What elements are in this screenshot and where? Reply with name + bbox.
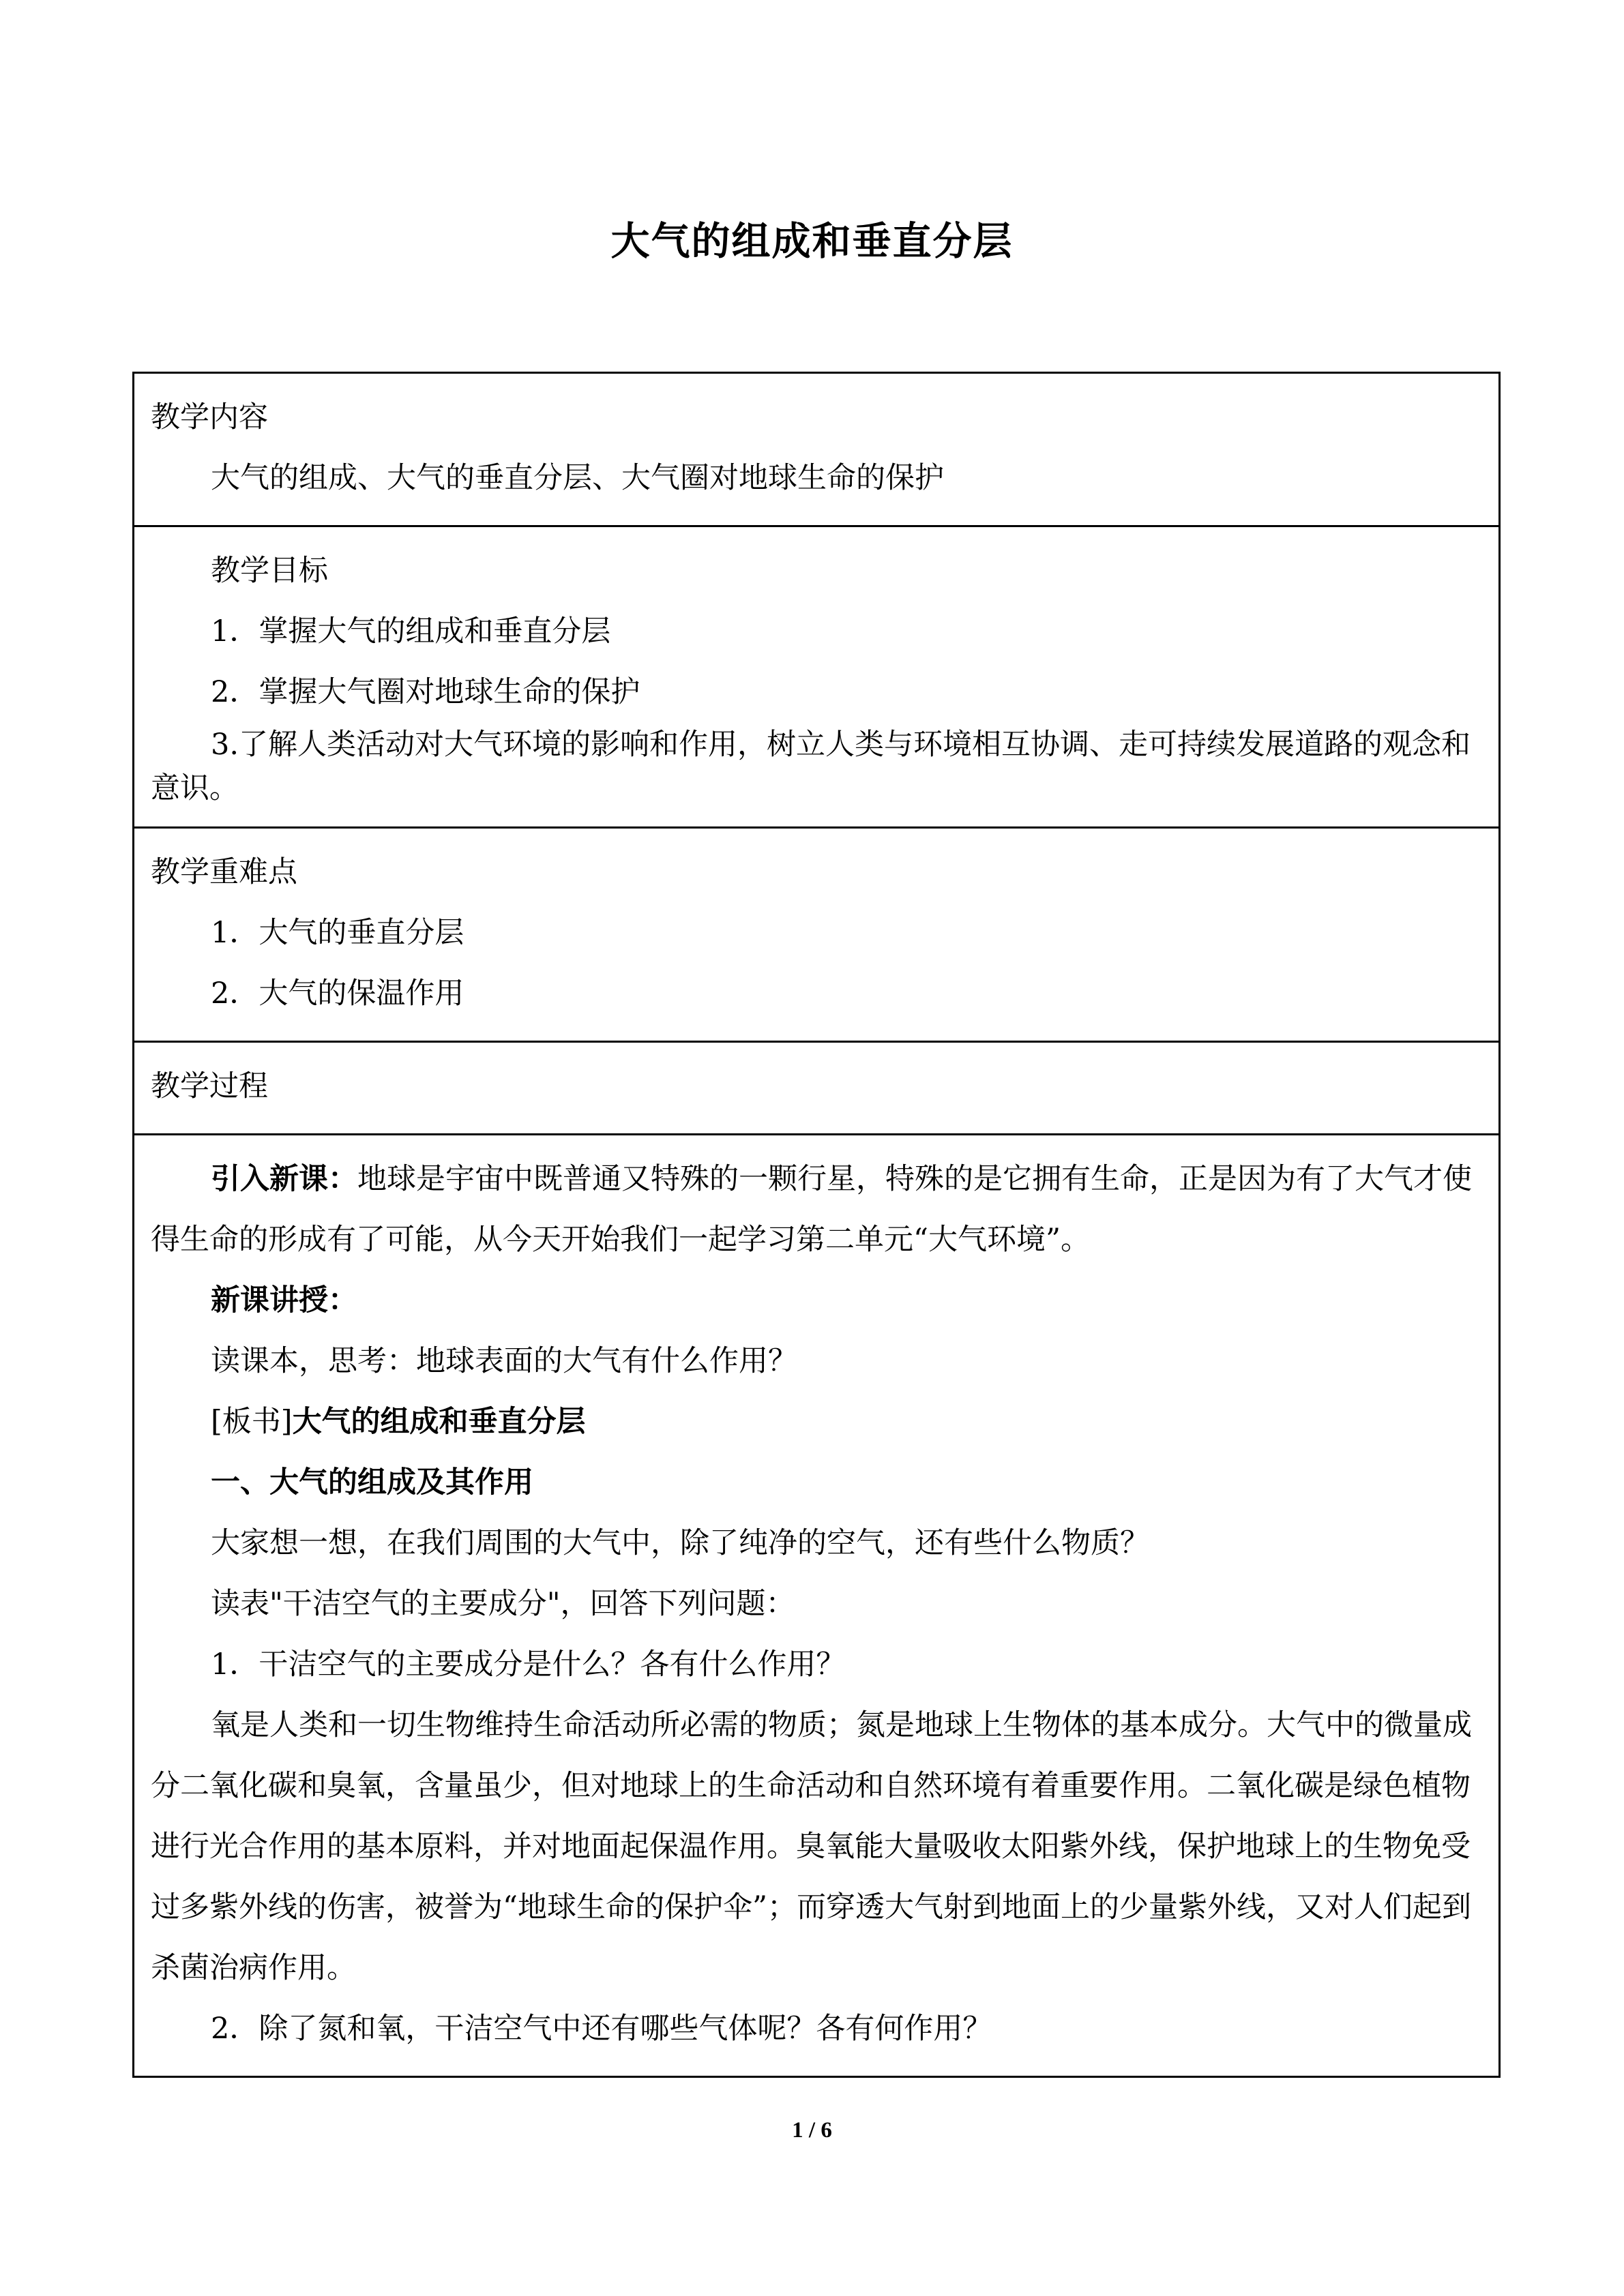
key-point-item-2: 2．大气的保温作用 bbox=[211, 976, 464, 1011]
section-heading-1: 一、大气的组成及其作用 bbox=[211, 1465, 533, 1500]
content-text: 大气的组成、大气的垂直分层、大气圈对地球生命的保护 bbox=[211, 461, 944, 495]
goal-item-2: 2．掌握大气圈对地球生命的保护 bbox=[211, 675, 640, 709]
process-body-cell bbox=[134, 1135, 1500, 2077]
goal-item-1: 1．掌握大气的组成和垂直分层 bbox=[211, 614, 611, 648]
goals-cell bbox=[134, 526, 1500, 828]
process-body-row bbox=[134, 1135, 1500, 2077]
key-point-item-1: 1．大气的垂直分层 bbox=[211, 916, 464, 950]
lesson-plan-table bbox=[132, 372, 1501, 2078]
board-prefix: [板书] bbox=[211, 1405, 293, 1439]
key-points-heading: 教学重难点 bbox=[151, 855, 297, 889]
content-cell bbox=[134, 373, 1500, 526]
intro-label: 引入新课： bbox=[211, 1162, 357, 1196]
think-question: 大家想一想，在我们周围的大气中，除了纯净的空气，还有些什么物质？ bbox=[211, 1526, 1149, 1560]
intro-paragraph bbox=[151, 1149, 1483, 1270]
read-table-instruction: 读表"干洁空气的主要成分"，回答下列问题： bbox=[211, 1587, 795, 1621]
question-2: 2．除了氮和氧，干洁空气中还有哪些气体呢？各有何作用？ bbox=[211, 2012, 992, 2046]
goal-item-3: 3.了解人类活动对大气环境的影响和作用，树立人类与环境相互协调、走可持续发展道路的观念和意识。 bbox=[151, 728, 1471, 805]
board-title: 大气的组成和垂直分层 bbox=[292, 1405, 586, 1439]
new-lesson-label: 新课讲授： bbox=[211, 1283, 357, 1317]
read-question: 读课本，思考：地球表面的大气有什么作用？ bbox=[211, 1344, 797, 1378]
intro-text: 地球是宇宙中既普通又特殊的一颗行星，特殊的是它拥有生命，正是因为有了大气才使得生命的形成有了可能，从今天开始我们一起学习第二单元“大气环境”。 bbox=[151, 1162, 1472, 1257]
page-title: 大气的组成和垂直分层 bbox=[610, 218, 1014, 264]
question-1: 1．干洁空气的主要成分是什么？各有什么作用？ bbox=[211, 1648, 846, 1682]
board-line bbox=[151, 1392, 1483, 1452]
key-points-cell bbox=[134, 828, 1500, 1042]
process-heading-cell bbox=[134, 1042, 1500, 1135]
process-heading-row bbox=[134, 1042, 1500, 1135]
content-row bbox=[134, 373, 1500, 526]
key-points-row bbox=[134, 828, 1500, 1042]
goals-row bbox=[134, 526, 1500, 828]
answer-1: 氧是人类和一切生物维持生命活动所必需的物质；氮是地球上生物体的基本成分。大气中的微量成分二氧化碳和臭氧，含量虽少，但对地球上的生命活动和自然环境有着重要作用。二氧化碳是绿色植物进行光合作用的基本原料，并对地面起保温作用。臭氧能大量吸收太阳紫外线，保护地球上的生物免受过多紫外线的伤害，被誉为“地球生命的保护伞”；而穿透大气射到地面上的少量紫外线，又对人们起到杀菌治病作用。 bbox=[151, 1708, 1472, 1985]
process-heading: 教学过程 bbox=[151, 1069, 268, 1103]
content-heading: 教学内容 bbox=[151, 400, 268, 434]
page-number: 1 / 6 bbox=[792, 2118, 832, 2143]
goals-heading: 教学目标 bbox=[211, 554, 328, 588]
